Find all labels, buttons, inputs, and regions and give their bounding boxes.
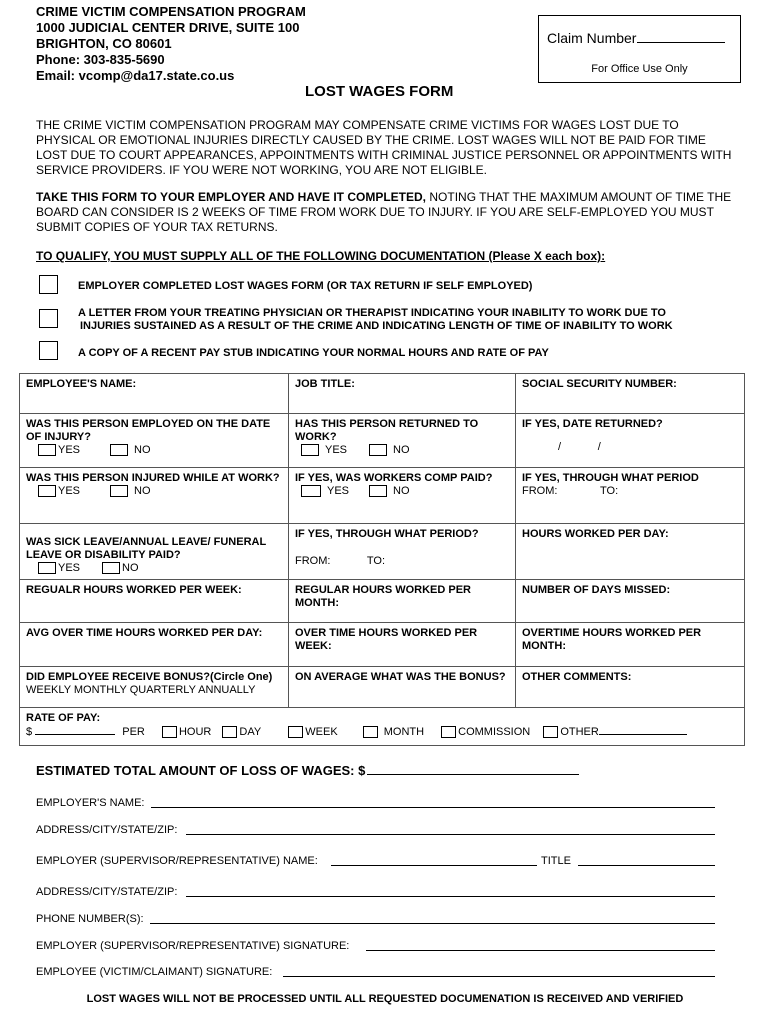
doc-label-1: EMPLOYER COMPLETED LOST WAGES FORM (OR TAX RETURN IF SELF EMPLOYED) — [78, 280, 533, 292]
supervisor-title-line[interactable] — [578, 865, 715, 866]
sick-no-label: NO — [122, 562, 139, 574]
injured-no-checkbox[interactable] — [110, 485, 128, 497]
claim-number-field[interactable] — [547, 30, 725, 46]
instruction-bold: TAKE THIS FORM TO YOUR EMPLOYER AND HAVE IT COMPLETED, — [36, 190, 427, 204]
date-returned-slashes: / / — [558, 441, 601, 453]
program-phone: Phone: 303-835-5690 — [36, 52, 165, 67]
claim-number-label: Claim Number — [547, 30, 637, 46]
bonus-average-label: ON AVERAGE WHAT WAS THE BONUS? — [295, 671, 506, 683]
instruction-paragraph — [36, 190, 736, 235]
days-missed-label: NUMBER OF DAYS MISSED: — [522, 584, 671, 596]
hours-per-day-cell[interactable] — [516, 524, 745, 580]
injured-yes-label: YES — [58, 485, 81, 497]
workers-comp-label: IF YES, WAS WORKERS COMP PAID? — [295, 472, 493, 484]
address1-label: ADDRESS/CITY/STATE/ZIP: — [36, 824, 178, 836]
address2-line[interactable] — [186, 896, 715, 897]
employed-on-date-cell — [20, 414, 289, 468]
rate-per-label: PER — [122, 726, 145, 738]
supervisor-name-label: EMPLOYER (SUPERVISOR/REPRESENTATIVE) NAME: — [36, 855, 318, 867]
hours-per-day-label: HOURS WORKED PER DAY: — [522, 528, 669, 540]
employee-signature-label: EMPLOYEE (VICTIM/CLAIMANT) SIGNATURE: — [36, 966, 273, 978]
sick-leave-cell — [20, 524, 289, 580]
rate-day-label: DAY — [239, 726, 262, 738]
ot-per-day-cell[interactable] — [20, 623, 289, 667]
rate-other-label: OTHER — [560, 726, 599, 738]
address2-label: ADDRESS/CITY/STATE/ZIP: — [36, 886, 178, 898]
employee-name-label: EMPLOYEE'S NAME: — [26, 378, 137, 390]
doc-checkbox-1[interactable] — [39, 275, 58, 294]
ssn-label: SOCIAL SECURITY NUMBER: — [522, 378, 677, 390]
bonus-question: DID EMPLOYEE RECEIVE BONUS?(Circle One) — [26, 671, 273, 683]
employed-yes-label: YES — [58, 444, 81, 456]
rate-of-pay-label: RATE OF PAY: — [26, 712, 101, 724]
rate-hour-label: HOUR — [178, 726, 212, 738]
qualify-heading: TO QUALIFY, YOU MUST SUPPLY ALL OF THE FOLLOWING DOCUMENTATION (Please X each box): — [36, 249, 606, 263]
program-address-line1: 1000 JUDICIAL CENTER DRIVE, SUITE 100 — [36, 20, 300, 35]
office-use-label: For Office Use Only — [591, 63, 688, 75]
ot-per-week-label: OVER TIME HOURS WORKED PER WEEK: — [295, 627, 478, 652]
hours-per-month-cell[interactable] — [289, 580, 516, 623]
rate-other-line[interactable] — [599, 734, 687, 735]
sick-leave-label: WAS SICK LEAVE/ANNUAL LEAVE/ FUNERAL LEAVE OR DISABILITY PAID? — [26, 536, 266, 561]
injured-no-label: NO — [134, 485, 151, 497]
doc-label-2a: A LETTER FROM YOUR TREATING PHYSICIAN OR THERAPIST INDICATING YOUR INABILITY TO WORK DUE TO — [78, 307, 666, 319]
returned-no-label: NO — [393, 444, 410, 456]
ot-per-month-cell[interactable] — [516, 623, 745, 667]
bonus-average-cell[interactable] — [289, 667, 516, 708]
rate-amount-line[interactable] — [35, 734, 115, 735]
rate-commission-checkbox[interactable] — [441, 726, 456, 738]
program-header — [36, 4, 306, 84]
comp-from-to: FROM: TO: — [522, 485, 619, 497]
employer-name-label: EMPLOYER'S NAME: — [36, 797, 145, 809]
estimate-label: ESTIMATED TOTAL AMOUNT OF LOSS OF WAGES: $ — [36, 763, 366, 778]
job-title-cell[interactable] — [289, 374, 516, 414]
employed-no-checkbox[interactable] — [110, 444, 128, 456]
comp-no-checkbox[interactable] — [369, 485, 387, 497]
comp-period-label: IF YES, THROUGH WHAT PERIOD — [522, 472, 699, 484]
ot-per-day-label: AVG OVER TIME HOURS WORKED PER DAY: — [26, 627, 263, 639]
supervisor-title-label: TITLE — [541, 855, 571, 867]
claim-number-box — [538, 15, 741, 83]
returned-no-checkbox[interactable] — [369, 444, 387, 456]
ot-per-month-label: OVERTIME HOURS WORKED PER MONTH: — [522, 627, 702, 652]
comp-yes-label: YES — [327, 485, 350, 497]
footer-notice: LOST WAGES WILL NOT BE PROCESSED UNTIL ALL REQUESTED DOCUMENATION IS RECEIVED AND VERIFIED — [86, 993, 684, 1005]
rate-hour-checkbox[interactable] — [162, 726, 177, 738]
rate-week-label: WEEK — [305, 726, 338, 738]
employed-yes-checkbox[interactable] — [38, 444, 56, 456]
other-comments-label: OTHER COMMENTS: — [522, 671, 632, 683]
rate-week-checkbox[interactable] — [288, 726, 303, 738]
address1-line[interactable] — [186, 834, 715, 835]
rate-dollar: $ — [26, 726, 33, 738]
date-returned-cell[interactable] — [516, 414, 745, 468]
estimate-amount-line[interactable] — [367, 774, 579, 775]
phone-label: PHONE NUMBER(S): — [36, 913, 144, 925]
hours-per-week-label: REGUALR HOURS WORKED PER WEEK: — [26, 584, 242, 596]
returned-yes-label: YES — [325, 444, 348, 456]
leave-period-cell[interactable] — [289, 524, 516, 580]
other-comments-cell[interactable] — [516, 667, 745, 708]
claim-number-line — [637, 32, 725, 43]
program-name: CRIME VICTIM COMPENSATION PROGRAM — [36, 4, 306, 19]
program-address-line2: BRIGHTON, CO 80601 — [36, 36, 172, 51]
bonus-cell — [20, 667, 289, 708]
employment-table — [19, 373, 745, 746]
sick-yes-checkbox[interactable] — [38, 562, 56, 574]
doc-checkbox-2[interactable] — [39, 309, 58, 328]
injured-yes-checkbox[interactable] — [38, 485, 56, 497]
hours-per-month-label: REGULAR HOURS WORKED PER MONTH: — [295, 584, 472, 609]
phone-line[interactable] — [150, 923, 715, 924]
rate-of-pay-cell — [20, 708, 745, 746]
employer-signature-line[interactable] — [366, 950, 715, 951]
rate-other-checkbox[interactable] — [543, 726, 558, 738]
leave-from-to: FROM: TO: — [295, 555, 386, 567]
job-title-label: JOB TITLE: — [295, 378, 355, 390]
rate-month-checkbox[interactable] — [363, 726, 378, 738]
sick-yes-label: YES — [58, 562, 81, 574]
returned-to-work-cell — [289, 414, 516, 468]
employed-no-label: NO — [134, 444, 151, 456]
intro-paragraph: THE CRIME VICTIM COMPENSATION PROGRAM MAY COMPENSATE CRIME VICTIMS FOR WAGES LOST DUE TO PHYSICAL OR EMOTIONAL INJURIES DIRECTLY CAUSED BY THE CRIME. LOST WAGES WILL NOT BE PAID FOR TIME LOST DUE TO COURT APPEARANCES, APPOINTMENTS WITH CRIMINAL JUSTICE PERSONNEL OR APPOINTMENTS WITH SERVICE PROVIDERS. IF YOU WERE NOT WORKING, YOU ARE NOT ELIGIBLE. — [36, 118, 732, 177]
supervisor-name-line[interactable] — [331, 865, 537, 866]
estimate-row — [36, 763, 579, 778]
returned-to-work-label: HAS THIS PERSON RETURNED TO WORK? — [295, 418, 479, 443]
employee-signature-line[interactable] — [283, 976, 715, 977]
doc-label-3: A COPY OF A RECENT PAY STUB INDICATING YOUR NORMAL HOURS AND RATE OF PAY — [78, 347, 549, 359]
instruction-rest: NOTING THAT THE MAXIMUM AMOUNT OF TIME THE BOARD CAN CONSIDER IS 2 WEEKS OF TIME FROM WORK DUE TO INJURY. IF YOU ARE SELF-EMPLOYED YOU MUST SUBMIT COPIES OF YOUR TAX RETURNS. — [36, 190, 732, 234]
doc-label-2b: INJURIES SUSTAINED AS A RESULT OF THE CRIME AND INDICATING LENGTH OF TIME OF INABILITY TO WORK — [80, 320, 673, 332]
injured-at-work-cell — [20, 468, 289, 524]
leave-period-label: IF YES, THROUGH WHAT PERIOD? — [295, 528, 479, 540]
employed-on-date-label: WAS THIS PERSON EMPLOYED ON THE DATE OF INJURY? — [26, 418, 271, 443]
employee-name-cell[interactable] — [20, 374, 289, 414]
comp-yes-checkbox[interactable] — [301, 485, 321, 497]
rate-day-checkbox[interactable] — [222, 726, 237, 738]
employer-signature-label: EMPLOYER (SUPERVISOR/REPRESENTATIVE) SIGNATURE: — [36, 940, 350, 952]
ssn-cell[interactable] — [516, 374, 745, 414]
bonus-options[interactable]: WEEKLY MONTHLY QUARTERLY ANNUALLY — [26, 684, 256, 696]
comp-period-cell[interactable] — [516, 468, 745, 524]
returned-yes-checkbox[interactable] — [301, 444, 319, 456]
doc-checkbox-3[interactable] — [39, 341, 58, 360]
comp-no-label: NO — [393, 485, 410, 497]
sick-no-checkbox[interactable] — [102, 562, 120, 574]
injured-at-work-label: WAS THIS PERSON INJURED WHILE AT WORK? — [26, 472, 280, 484]
ot-per-week-cell[interactable] — [289, 623, 516, 667]
form-title: LOST WAGES FORM — [305, 83, 454, 100]
date-returned-label: IF YES, DATE RETURNED? — [522, 418, 663, 430]
rate-month-label: MONTH — [383, 726, 425, 738]
days-missed-cell[interactable] — [516, 580, 745, 623]
employer-name-line[interactable] — [151, 807, 715, 808]
workers-comp-cell — [289, 468, 516, 524]
hours-per-week-cell[interactable] — [20, 580, 289, 623]
rate-commission-label: COMMISSION — [458, 726, 531, 738]
program-email: Email: vcomp@da17.state.co.us — [36, 68, 235, 83]
